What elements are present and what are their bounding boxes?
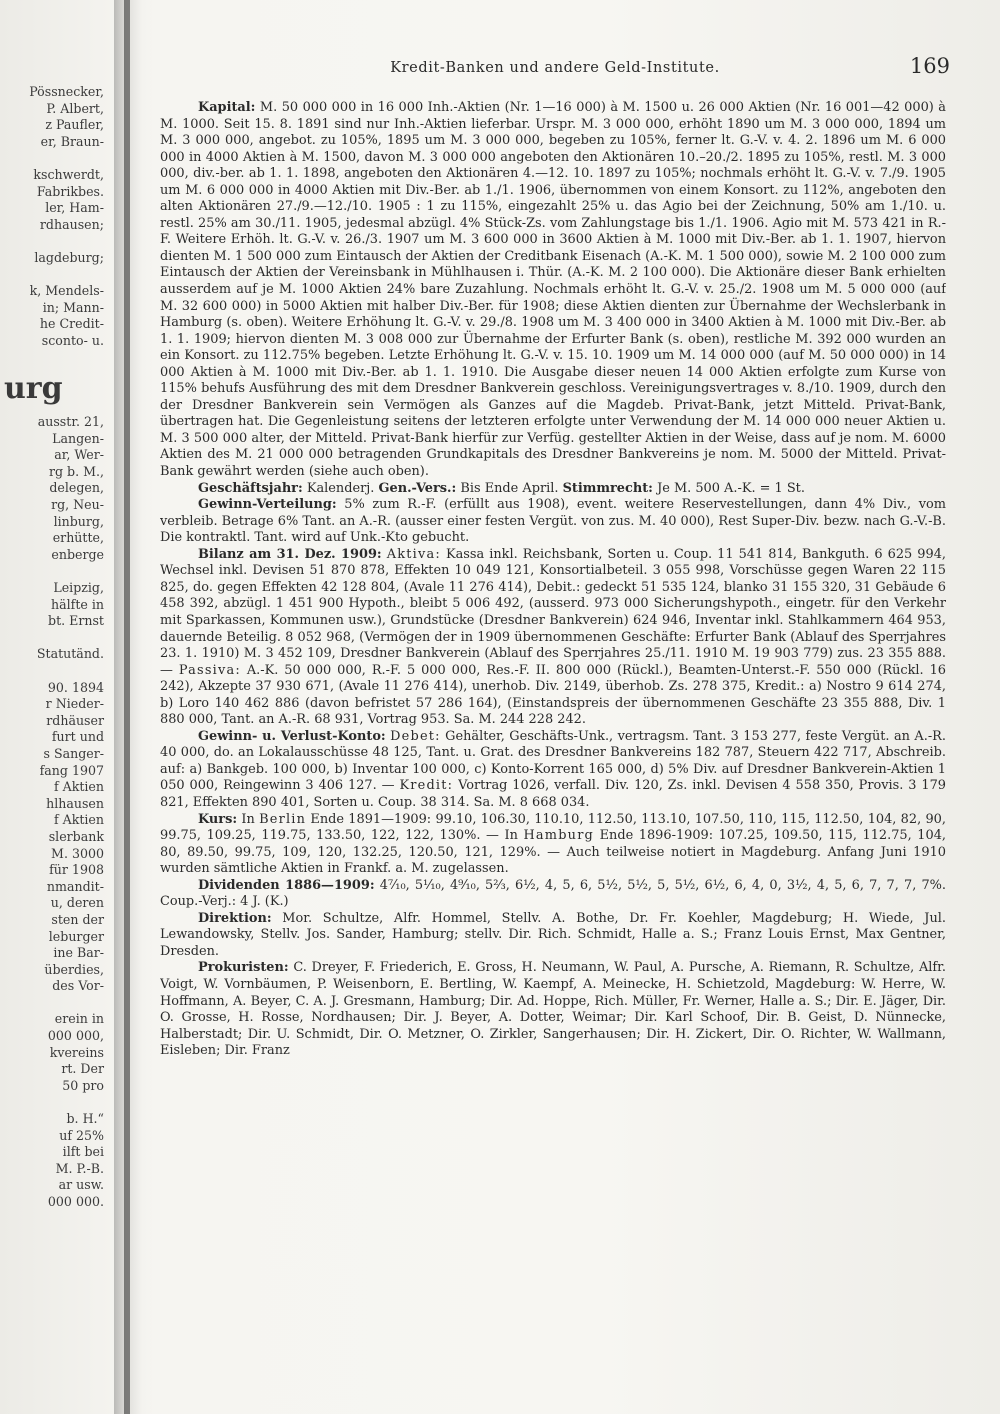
previous-page-line: rg b. M.,: [48, 463, 104, 479]
heading-kurs: Kurs:: [198, 811, 238, 827]
heading-gewinn-verlust: Gewinn- u. Verlust-Konto:: [198, 728, 386, 744]
previous-page-line: [0, 1094, 108, 1111]
text-kurs-in: In: [241, 811, 255, 827]
previous-page-line: leburger: [48, 928, 104, 944]
previous-page-line: ler, Ham-: [45, 200, 104, 216]
previous-page-line: r Nieder-: [45, 696, 104, 712]
previous-page-city-heading: urg: [4, 371, 63, 407]
heading-kapital: Kapital:: [198, 100, 256, 115]
text-geschaeftsjahr: Kalenderj.: [306, 480, 375, 496]
previous-page-line: ar usw.: [58, 1177, 104, 1193]
text-dividenden: 4⁷⁄₁₀, 5¹⁄₁₀, 4⁹⁄₁₀, 5²⁄₃, 6¹⁄₂, 4, 5, 6, 5¹⁄₂, 5¹⁄₂, 5, 5¹⁄₂, 6¹⁄₂, 6, 4, 0, 3¹⁄₂, 4, 5, 6, 7, 7, 7, 7%. Coup.-Verj.: 4 J. (K.): [160, 877, 946, 910]
book-gutter: [114, 0, 154, 1414]
previous-page-line: für 1908: [49, 862, 104, 878]
heading-direktion: Direktion:: [198, 910, 272, 926]
previous-page-line: erein in: [54, 1011, 104, 1027]
label-aktiva: Aktiva:: [386, 546, 441, 562]
previous-page-line: rt. Der: [61, 1061, 104, 1077]
previous-page-lines-bottom: [0, 414, 108, 1211]
previous-page-line: lagdeburg;: [34, 249, 104, 265]
previous-page-line: rdhausen;: [39, 216, 104, 232]
previous-page-line: linburg,: [53, 513, 104, 529]
previous-page-line: [0, 267, 108, 284]
previous-page-line: M. P.-B.: [55, 1160, 104, 1176]
main-text-column: [160, 100, 946, 1400]
previous-page-line: Leipzig,: [53, 580, 104, 596]
previous-page-line: delegen,: [49, 480, 104, 496]
heading-dividenden: Dividenden 1886—1909:: [198, 877, 375, 893]
previous-page-line: b. H.“: [66, 1111, 104, 1127]
previous-page-line: uf 25%: [59, 1127, 104, 1143]
previous-page-line: sten der: [51, 911, 104, 927]
previous-page-line: ine Bar-: [53, 945, 104, 961]
text-kapital: M. 50 000 000 in 16 000 Inh.-Aktien (Nr. 1—16 000) à M. 1500 u. 26 000 Aktien (Nr. 16 001—42 000) à M. 1000. Seit 15. 8. 1891 sind nur Inh.-Aktien lieferbar. Urspr. M. 3 000 000, erhöht 1890 um M. 3 000 000, 1894 um M. 3 000 000, angebot. zu 105%, 1895 um M. 3 000 000, begeben zu 105%, ferner lt. G.-V. v. 4. 2. 1896 um M. 6 000 000 in 4000 Aktien à M. 1500, davon M. 3 000 000 angeboten den Aktionären 10.–20./2. 1895 zu 105%, restl. M. 3 000 000, div.-ber. ab 1. 1. 1898, angeboten den Aktionären 4.—12. 10. 1897 zu 105%; nochmals erhöht lt. G.-V. v. 7./9. 1905 um M. 6 000 000 in 4000 Aktien mit Div.-Ber. ab 1./1. 1906, übernommen von einem Konsort. zu 112%, angeboten den alten Aktionären 27./9.—12./10. 1905 : 1 zu 115%, eingezahlt 25% u. das Agio bei der Zeichnung, 50% am 1./10. u. restl. 25% am 30./11. 1905, jedesmal abzügl. 4% Stück-Zs. vom Zahlungstage bis 1./1. 1906. Agio mit M. 573 421 in R.-F. Weitere Erhöh. lt. G.-V. v. 26./3. 1907 um M. 3 600 000 in 3600 Aktien à M. 1000 mit Div.-Ber. ab 1. 1. 1907, hiervon dienten M. 1 500 000 zum Eintausch der Aktien der Creditbank Eisenach (A.-K. M. 1 500 000), sowie M. 2 100 000 zum Eintausch der Aktien der Vereinsbank in Mühlhausen i. Thür. (A.-K. M. 2 100 000). Die Aktionäre dieser Bank erhielten ausserdem auf je M. 1000 Aktien 24% bare Zuzahlung. Nochmals erhöht lt. G.-V. v. 25./2. 1908 um M. 5 000 000 (auf M. 32 600 000) in 5000 Aktien mit halber Div.-Ber. für 1908; diese Aktien dienten zur Übernahme der Wechslerbank in Hamburg (s. oben). Weitere Erhöhung lt. G.-V. v. 29./8. 1908 um M. 3 400 000 in 3400 Aktien à M. 1000 mit Div.-Ber. ab 1. 1. 1909; hiervon dienten M. 3 008 000 zur Übernahme der Erfurter Bank (s. oben), restliche M. 392 000 wurden an ein Konsort. zu 112.75% begeben. Letzte Erhöhung lt. G.-V. v. 15. 10. 1909 um M. 14 000 000 (auf M. 50 000 000) in 14 000 Aktien à M. 1000 mit Div.-Ber. ab 1. 1. 1910. Die Ausgabe dieser neuen 14 000 Aktien erfolgte zum Kurse von 115% behufs Ausführung des mit dem Dresdner Bankverein geschloss. Vereinigungsvertrages v. 8./10. 1909, durch den der Dresdner Bankverein sein Vermögen als Ganzes auf die Magdeb. Privat-Bank, jetzt Mitteld. Privat-Bank, übertragen hat. Die Gegenleistung seitens der letzteren erfolgte unter Verwendung der M. 14 000 000 neuer Aktien u. M. 3 500 000 alter, der Mitteld. Privat-Bank hierfür zur Verfüg. gestellter Aktien in der Weise, dass auf je nom. M. 6000 Aktien des M. 21 000 000 betragenden Grundkapitals des Dresdner Bankvereins je nom. M. 5000 der Mitteld. Privat-Bank gewährt werden (siehe auch oben).: [160, 100, 946, 480]
label-passiva: Passiva:: [178, 662, 241, 678]
previous-page-line: rdhäuser: [46, 712, 104, 728]
previous-page-line: in; Mann-: [42, 299, 104, 315]
previous-page-line: hlhausen: [46, 795, 104, 811]
previous-page-line: [0, 995, 108, 1012]
previous-page-line: Statutänd.: [36, 646, 104, 662]
text-debet: Gehälter, Geschäfts-Unk., vertragsm. Tant. 3 153 277, feste Vergüt. an A.-R. 40 000, do. an Lokalausschüsse 48 125, Tant. u. Grat. des Dresdner Bankvereins 182 787, Steuern 422 717, Abschreib. auf: a) Bankgeb. 100 000, b) Inventar 100 000, c) Konto-Korrent 165 000, d) 5% Div. auf Dresdner Bankverein-Aktien 1 050 000, Reingewinn 3 406 127. —: [160, 728, 946, 794]
heading-stimmrecht: Stimmrecht:: [562, 480, 653, 496]
previous-page-line: u, deren: [50, 895, 104, 911]
text-kurs-hamburg: Ende 1896-1909: 107.25, 109.50, 115, 112.75, 104, 80, 89.50, 99.75, 109, 120, 132.25, 120.50, 121, 129%. — Auch teilweise notiert in Magdeburg. Anfang Juni 1910 wurden sämtliche Aktien in Frankf. a. M. zugelassen.: [160, 828, 946, 877]
text-direktion: Mor. Schultze, Alfr. Hommel, Stellv. A. Bothe, Dr. Fr. Koehler, Magdeburg; H. Wiede, Jul. Lewandowsky, Stellv. Jos. Sander, Hamburg; stellv. Dir. Rich. Schmidt, Halle a. S.; Franz Louis Ernst, Max Gentner, Dresden.: [160, 910, 946, 959]
previous-page-column: [0, 84, 108, 1374]
paragraph-gewinn-verteilung: [160, 497, 946, 547]
text-gewinn-verteilung: 5% zum R.-F. (erfüllt aus 1908), event. weitere Reservestellungen, dann 4% Div., vom verbleib. Betrage 6% Tant. an A.-R. (ausser einer festen Vergüt. von zus. M. 40 000), Rest Super-Div. bezw. nach G.-V.-B. Die kontraktl. Tant. wird auf Unk.-Kto gebucht.: [160, 497, 946, 546]
heading-prokuristen: Prokuristen:: [198, 960, 289, 976]
previous-page-line: ilft bei: [62, 1144, 104, 1160]
label-hamburg: Hamburg: [523, 828, 595, 844]
paragraph-direktion: [160, 911, 946, 961]
text-aktiva: Kassa inkl. Reichsbank, Sorten u. Coup. 11 541 814, Bankguth. 6 625 994, Wechsel inkl. Devisen 51 870 878, Effekten 10 049 121, Konsortialbeteil. 3 055 998, Vorschüsse gegen Waren 22 115 825, do. gegen Effekten 42 128 804, (Avale 11 276 414), Debit.: gedeckt 51 535 124, blanko 31 155 320, 31 Gebäude 6 458 392, abzügl. 1 451 900 Hypoth., bleibt 5 006 492, (ausserd. 973 000 Sicherungshypoth., eingetr. für den Verkehr mit Sparkassen, Kommunen usw.), Grundstücke (Dresdner Bankverein) 624 946, Inventar inkl. Stahlkammern 464 953, dauernde Beteilig. 8 052 968, (Vermögen der in 1909 übernommenen Geschäfte: Erfurter Bank (Ablauf des Sperrjahres 23. 1. 1910) M. 3 452 109, Dresdner Bankverein (Ablauf des Sperrjahres 25./11. 1910 M. 19 903 779) zus. 23 355 888. —: [160, 546, 946, 678]
previous-page-line: [0, 233, 108, 250]
text-stimmrecht: Je M. 500 A.-K. = 1 St.: [657, 480, 805, 496]
heading-bilanz: Bilanz am 31. Dez. 1909:: [198, 546, 382, 562]
previous-page-line: slerbank: [48, 828, 104, 844]
previous-page-line: er, Braun-: [40, 133, 104, 149]
paragraph-prokuristen: [160, 960, 946, 1059]
previous-page-line: [0, 630, 108, 647]
previous-page-line: Langen-: [52, 430, 104, 446]
page-number: 169: [909, 54, 950, 78]
previous-page-line: ar, Wer-: [54, 447, 104, 463]
previous-page-line: 50 pro: [62, 1077, 104, 1093]
text-passiva: A.-K. 50 000 000, R.-F. 5 000 000, Res.-F. II. 800 000 (Rückl.), Beamten-Unterst.-F. 550 000 (Rückl. 16 242), Akzepte 37 930 671, (Avale 11 276 414), unerhob. Div. 2149, überhob. Zs. 278 375, Kredit.: a) Nostro 9 614 274, b) Loro 140 462 886 (davon befristet 57 286 164), (Einstandspreis der übernommenen Geschäfte 23 355 888, Div. 1 880 000, Tant. an A.-R. 68 931, Vortrag 953. Sa. M. 244 228 242.: [160, 662, 946, 728]
previous-page-line: des Vor-: [52, 978, 104, 994]
page-header: [160, 52, 950, 82]
previous-page-line: Fabrikbes.: [36, 183, 104, 199]
previous-page-line: P. Albert,: [46, 100, 104, 116]
previous-page-line: 000 000.: [47, 1194, 104, 1209]
gutter-shadow: [124, 0, 130, 1414]
previous-page-line: kschwerdt,: [33, 166, 104, 182]
previous-page-line: kvereins: [49, 1044, 104, 1060]
heading-geschaeftsjahr: Geschäftsjahr:: [198, 480, 303, 496]
previous-page-line: f Aktien: [53, 779, 104, 795]
previous-page-line: 000 000,: [47, 1028, 104, 1044]
text-kredit: Vortrag 1026, verfall. Div. 120, Zs. inkl. Devisen 4 558 350, Provis. 3 179 821, Effekten 890 401, Sorten u. Coup. 38 314. Sa. M. 8 668 034.: [160, 778, 946, 810]
previous-page-line: M. 3000: [51, 845, 104, 861]
paragraph-dividenden: [160, 878, 946, 911]
label-debet: Debet:: [390, 728, 441, 744]
previous-page-line: 90. 1894: [47, 679, 104, 695]
heading-gen-vers: Gen.-Vers.:: [378, 480, 457, 496]
previous-page-line: erhütte,: [52, 530, 104, 546]
previous-page-line: hälfte in: [51, 596, 104, 612]
previous-page-line: [0, 663, 108, 680]
previous-page-line: [0, 350, 108, 367]
previous-page-line: bt. Ernst: [48, 613, 104, 629]
previous-page-line: k, Mendels-: [29, 283, 104, 299]
label-kredit: Kredit:: [399, 778, 454, 794]
previous-page-line: [0, 150, 108, 167]
previous-page-line: f Aktien: [53, 812, 104, 828]
heading-gewinn-verteilung: Gewinn-Verteilung:: [198, 497, 337, 513]
previous-page-lines-top: [0, 84, 108, 366]
previous-page-line: rg, Neu-: [51, 497, 104, 513]
previous-page-line: he Credit-: [39, 316, 104, 332]
previous-page-line: sconto- u.: [41, 332, 104, 348]
text-gen-vers: Bis Ende April.: [460, 480, 559, 496]
previous-page-line: fang 1907: [39, 762, 104, 778]
paragraph-bilanz: [160, 547, 946, 729]
previous-page-line: Pössnecker,: [29, 84, 104, 99]
label-berlin: Berlin: [259, 811, 307, 827]
paragraph-geschaeftsjahr: [160, 481, 946, 498]
previous-page-line: nmandit-: [46, 878, 104, 894]
running-title: Kredit-Banken und andere Geld-Institute.: [390, 60, 720, 76]
previous-page-line: s Sanger-: [43, 745, 104, 761]
previous-page-line: ausstr. 21,: [37, 414, 104, 430]
previous-page-line: enberge: [51, 546, 104, 562]
paragraph-kapital: [160, 100, 946, 481]
text-prokuristen: C. Dreyer, F. Friederich, E. Gross, H. Neumann, W. Paul, A. Pursche, A. Riemann, R. Schultze, Alfr. Voigt, W. Vornbäumen, P. Weisenborn, E. Bertling, W. Kaempf, A. Meinecke, H. Schietzold, Magdeburg: W. Herre, W. Hoffmann, A. Beyer, C. A. J. Gresmann, Hamburg; Dir. Ad. Hoppe, Rich. Müller, Fr. Werner, Halle a. S.; Dir. E. Jäger, Dir. O. Grosse, H. Rosse, Nordhausen; Dir. J. Beyer, A. Dotter, Weimar; Dir. Karl Schoof, Dir. B. Geist, D. Nünnecke, Halberstadt; Dir. U. Schmidt, Dir. O. Metzner, O. Zirkler, Sangerhausen; Dir. H. Zickert, Dir. O. Richter, W. Wallmann, Eisleben; Dir. Franz: [160, 960, 946, 1059]
paragraph-gewinn-verlust: [160, 729, 946, 812]
paragraph-kurs: [160, 812, 946, 878]
text-kurs-berlin: Ende 1891—1909: 99.10, 106.30, 110.10, 112.50, 113.10, 107.50, 110, 115, 112.50, 104, 82, 90, 99.75, 109.25, 119.75, 133.50, 122, 122, 130%. — In: [160, 811, 946, 844]
previous-page-line: furt und: [51, 729, 104, 745]
previous-page-line: z Paufler,: [45, 117, 104, 133]
previous-page-line: überdies,: [44, 961, 104, 977]
previous-page-line: [0, 563, 108, 580]
